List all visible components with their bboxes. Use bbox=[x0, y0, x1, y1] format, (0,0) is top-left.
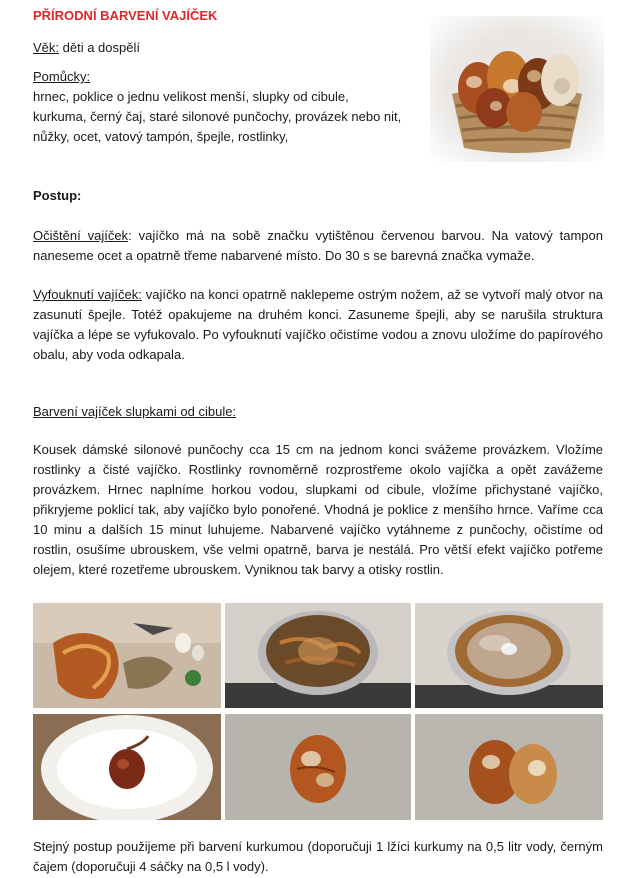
tools-label: Pomůcky: bbox=[33, 69, 91, 84]
tools-line-2: kurkuma, černý čaj, staré silonové punčochy, provázek nebo nit, bbox=[33, 109, 402, 124]
wrapped-egg-photo bbox=[33, 714, 221, 820]
blowing-label: Vyfouknutí vajíček: bbox=[33, 287, 142, 302]
tools-line-1: hrnec, poklice o jednu velikost menší, slupky od cibule, bbox=[33, 89, 349, 104]
footer-paragraph: Stejný postup použijeme při barvení kurkumou (doporučuji 1 lžíci kurkumy na 0,5 litr vody, černým čajem (doporučuji 4 sáčky na 0,5 l vody). bbox=[33, 839, 603, 874]
cleaning-label: Očištění vajíček bbox=[33, 228, 129, 243]
procedure-heading: Postup: bbox=[33, 188, 82, 203]
onion-skins-photo bbox=[33, 603, 221, 708]
tools-section bbox=[33, 67, 433, 147]
dyeing-paragraph: Kousek dámské silonové punčochy cca 15 cm na jednom konci svážeme provázkem. Vložíme rostlinky a čisté vajíčko. Rostlinky rovnoměrně rozprostřeme okolo vajíčka a opět zavážeme provázkem. Hrnec naplníme horkou vodou, slupkami od cibule, vložíme přichystané vajíčko, přikryjeme poklicí tak, aby vajíčko bylo ponořené. Vhodná je poklice z menšího hrnce. Vaříme cca 10 minu a dalších 15 minut luhujeme. Nabarvené vajíčko vytáhneme z punčochy, očistíme od rostlin, osušíme ubrouskem, vše velmi opatrně, barva je nestálá. Pro větší efekt vajíčko potřeme olejem, které rozetřeme ubrouskem. Vyniknou tak barvy a otisky rostlin. bbox=[33, 442, 603, 577]
dyed-egg-photo-1 bbox=[225, 714, 411, 820]
cleaning-text: : vajíčko má na sobě značku vytištěnou červenou barvou. Na vatový tampon naneseme ocet a opatrně třeme nabarvené místo. Do 30 s se barevná značka vymaže. bbox=[33, 228, 603, 263]
tools-line-3: nůžky, ocet, vatový tampón, špejle, rostlinky, bbox=[33, 129, 289, 144]
document-title: PŘÍRODNÍ BARVENÍ VAJÍČEK bbox=[33, 8, 218, 23]
age-value: děti a dospělí bbox=[59, 40, 140, 55]
pot-with-lid-photo bbox=[415, 603, 603, 708]
eggs-basket-photo bbox=[430, 16, 604, 162]
blowing-paragraph bbox=[33, 285, 603, 365]
dyeing-heading: Barvení vajíček slupkami od cibule: bbox=[33, 404, 237, 419]
age-label: Věk: bbox=[33, 40, 60, 55]
cleaning-paragraph bbox=[33, 226, 603, 266]
pot-with-skins-photo bbox=[225, 603, 411, 708]
dyed-egg-photo-2 bbox=[415, 714, 603, 820]
blowing-text: vajíčko na konci opatrně naklepeme ostrým nožem, až se vytvoří malý otvor na zasunutí špejle. Totéž opakujeme na druhém konci. Zasuneme špejli, aby se narušila struktura vajíčka a lépe se vyfukovalo. Po vyfouknutí vajíčko očistíme vodou a znovu uložíme do papírového obalu, aby voda odkapala. bbox=[33, 287, 603, 362]
